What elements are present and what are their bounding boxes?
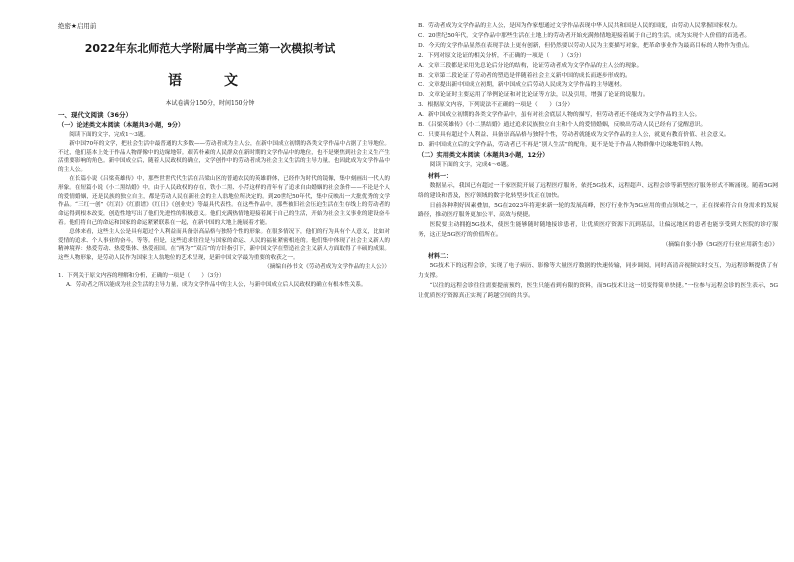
question-2: 2．下列对原文论证的相关分析，不正确的一项是（ ）（3分） [418, 52, 585, 59]
subsection-heading: （二）实用类文本阅读（本题共3小题，12分） [418, 151, 549, 159]
instruction: 阅读下面的文字，完成1～3题。 [69, 132, 150, 138]
paragraph: 日前各种利好因素叠加，5G在2023年将迎来新一轮的发展高峰，医疗行业作为5G应用的重点领域之一，正在探索符合自身需求的发展路径，推动医疗服务更加公平、高效与便捷。 [418, 202, 778, 219]
left-body [58, 110, 390, 289]
paragraph: “以往的远程会诊往往需要提前预约，医生只能看到有限的资料，而5G技术让这一切变得简单快捷。”一位参与远程会诊的医生表示，5G让优质医疗资源真正实现了跨越空间的共享。 [418, 282, 778, 299]
question-3-option-c: C．只要具有超过个人利益、具备崇高品格与独特个性，劳动者就能成为文学作品的主人公，就更有教育价值、社会意义。 [418, 131, 730, 138]
paragraph: 在长篇小说《吕梁英雄传》中，那些世世代代生活在吕梁山区的普通农民的英雄群体，已经作为时代的镜像，集中刻画出一代人的形象。在短篇小说《小二黑结婚》中，由于人民政权的存在，铁小二黑、小芹这样的青年有了追求自由婚姻的社会条件——不论是个人的爱情婚姻，还是民族的独立自主，都是劳动人民在新社会的主人翁地位所决定的。到20世纪50年代，集中反映出一大批优秀的文学作品。“三红一创”《红岩》《红旗谱》《红日》《创业史》等最具代表性。在这些作品中，那些被旧社会压迫生活在生存线上的劳动者的命运得到根本改变，创造性地写出了他们先进性的积极意义。他们充满热情地迎接着属于自己的生活，开始为社会主义事业的建设奋斗着。他们将自己的命运和国家的命运紧紧联系在一起，在新中国的大地上施展着才能。 [58, 175, 390, 226]
right-body [418, 22, 778, 302]
source-citation: （摘编自张小静《5G医疗行业应用新生态》） [662, 242, 778, 249]
paragraph: 5G技术下的远程会诊，实现了电子病历、影像等大量医疗数据的快速传输，同步调阅，同时高清音视频实时交互，为远程诊断提供了有力支撑。 [418, 263, 778, 279]
question-3-option-b: B．《吕梁英雄传》《小二黑结婚》通过追求民族独立自主和个人的爱情婚姻，反映出劳动人民已经有了觉醒意识。 [418, 122, 707, 129]
question-1-option-b: B．劳动者成为文学作品的主人公，是因为作家想通过文学作品表现中华人民共和国是人民的国度，由劳动人民掌握国家权力。 [418, 23, 742, 29]
paragraph: 医院要主动拥抱5G技术，使医生能够随时随地接诊患者，让优质医疗资源下沉到基层，让偏远地区的患者也能享受到大医院的诊疗服务，这正是5G医疗的价值所在。 [418, 222, 778, 239]
question-2-option-b: B．文章第二段论证了劳动者的塑造是伴随着社会主义新中国的成长而逐步形成的。 [418, 72, 631, 79]
right-column [418, 0, 788, 562]
material-label: 材料二： [428, 253, 453, 261]
question-3: 3．根据原文内容，下列说法不正确的一项是（ ）（3分） [418, 102, 574, 109]
paragraph: 数据显示，我国已有超过一千家医院开展了远程医疗服务，依托5G技术，远程超声、远程会诊等新型医疗服务形式不断涌现。随着5G网络的建设和普及，医疗领域的数字化转型步伐正在加快。 [418, 182, 778, 199]
question-3-option-a: A．新中国成立初期的各类文学作品中，虽有对社会底层人物的描写，但劳动者还不能成为文学作品的主人公。 [418, 112, 701, 119]
paragraph: 总体来看，这些主人公是具有超过个人利益而具备崇高品格与独特个性的形象。在很多情况下，他们的行为具有个人意义，比如对爱情的追求、个人事业的奋斗，等等。但是，这些追求往往是与国家的命运、人民的福祉紧密相连的。他们集中体现了社会主义新人的精神境界：热爱劳动、热爱集体、热爱祖国。在“两为”“双百”的方针指引下，新中国文学在塑造社会主义新人方面取得了丰硕的成果。这些人物形象，是劳动人民作为国家主人翁地位的艺术呈现，是新中国文学最为重要的收获之一。 [58, 228, 390, 262]
exam-note: 本试卷满分150分，时间150分钟 [165, 100, 255, 107]
question-2-option-a: A．文章三段都是采用先总论后分论的结构，论证劳动者成为文学作品的主人公的现象。 [418, 62, 643, 69]
question-1: 1．下列关于原文内容的理解和分析，正确的一项是（ ）（3分） [58, 272, 225, 279]
question-2-option-d: D．文章论证时主要运用了举例论证和对比论证等方法，以及引用，增强了论证的说服力。 [418, 92, 649, 99]
question-3-option-d: D．新中国成立后的文学作品，劳动者已不再是“别人生活”的配角，更不是处于作品人物群像中边缘地带的人物。 [418, 141, 707, 148]
question-1-option-c: C．20世纪50年代，文学作品中那些生活在土地上的劳动者开始充满热情地迎接着属于自己的生活，成为实现个人价值的首选者。 [418, 32, 751, 39]
section-heading: 一、现代文阅读（36分） [58, 111, 133, 119]
question-1-option-a: A．劳动者之所以能成为社会生活的主导力量，成为文学作品中的主人公，与新中国成立后人民政权的确立有根本性关系。 [66, 281, 367, 288]
question-1-option-d: D．今天的文学作品显然在表现手法上更有创新，但仍然要以劳动人民为主要描写对象，把革命事业作为最高目标的人物作为重点。 [418, 42, 754, 49]
paragraph: 新中国70年的文学，把社会生活中最普通的大多数——劳动者成为主人公，在新中国成立初期的各类文学作品中占据了主导地位。不过，他们基本上处于作品人物群像中的边缘地带。艰苦朴素的人民群众在新时期的文学作品中的地位，也不是聚焦到社会主义生产生活重要影响的角色。新中国成立后，随着人民政权的确立，文学创作中的劳动者成为社会主义生活的主导力量，也因此成为文学作品中的主人公。 [58, 140, 390, 174]
confidential-label: 绝密★启用前 [58, 22, 97, 30]
question-2-option-c: C．文章提出新中国成立初期，新中国成立后劳动人民成为文学作品的主导题材。 [418, 82, 626, 89]
subsection-heading: （一）论述类文本阅读（本题共3小题，9分） [58, 122, 185, 129]
subject-title: 语 文 [168, 73, 252, 89]
source-citation: （摘编自孙书文《劳动者成为文学作品的主人公》） [264, 263, 390, 270]
material-label: 材料一： [428, 172, 453, 180]
instruction: 阅读下面的文字，完成4～6题。 [429, 161, 513, 168]
exam-title: 2022年东北师范大学附属中学高三第一次模拟考试 [84, 42, 336, 55]
